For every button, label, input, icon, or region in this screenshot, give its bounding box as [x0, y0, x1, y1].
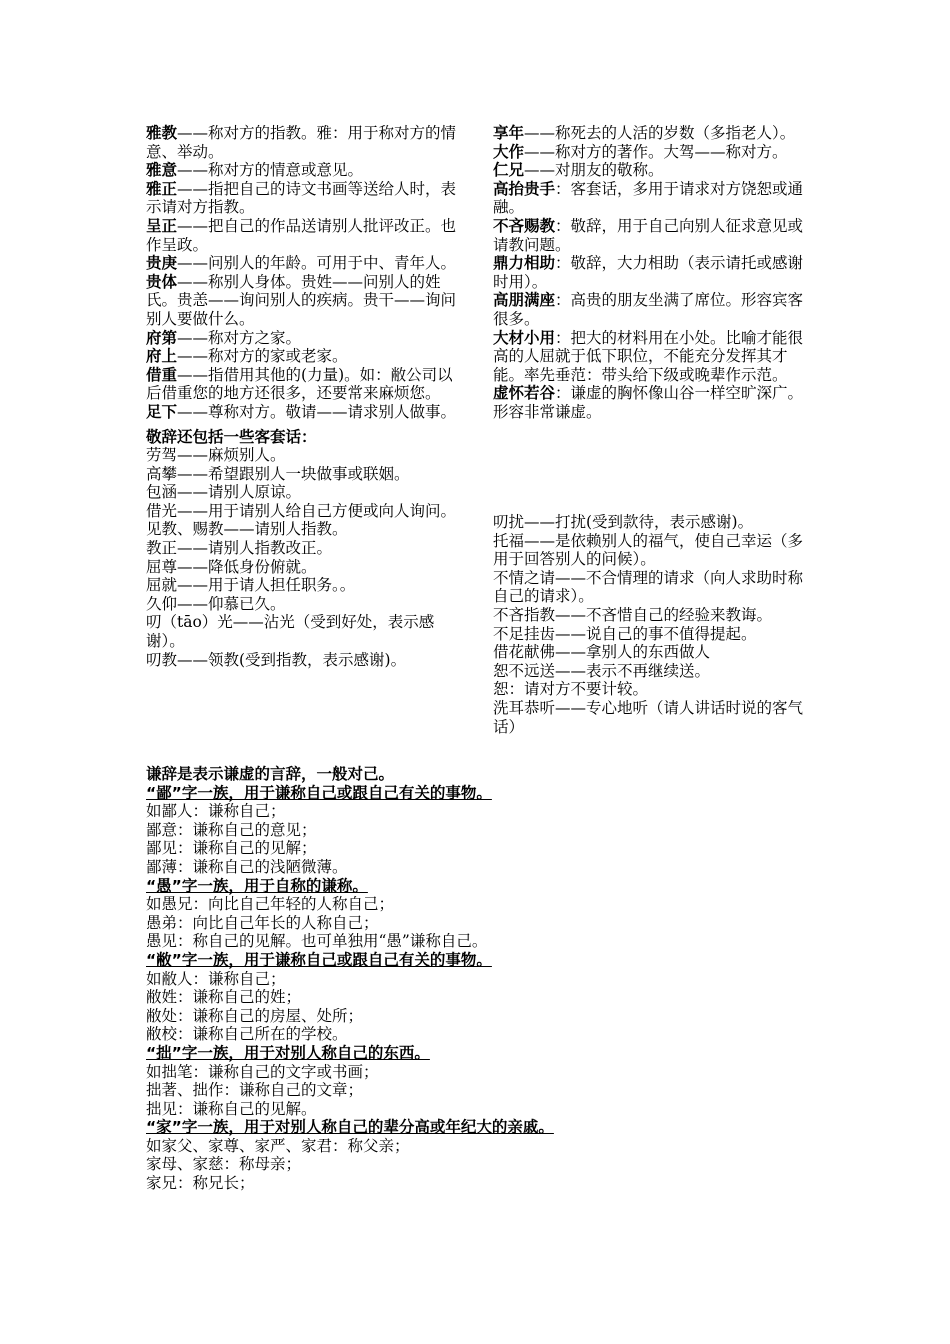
- definition: ：敬辞，大力相助（表示请托或感谢时用）。: [493, 254, 804, 291]
- definition: ——称对方的家或老家。: [177, 347, 348, 366]
- group-line: 如鄙人：谦称自己；: [146, 802, 286, 821]
- term: 不吝赐教: [493, 216, 556, 235]
- entry-chengzheng: [146, 217, 466, 254]
- group-line: 敝处：谦称自己的房屋、处所；: [146, 1006, 364, 1025]
- group-line: 鄙见：谦称自己的见解；: [146, 839, 317, 858]
- entry-jiezhong: [146, 366, 466, 403]
- group-line: 拙著、拙作：谦称自己的文章；: [146, 1081, 364, 1100]
- courtesy-item: 高攀——希望跟别人一块做事或联姻。: [146, 464, 410, 483]
- courtesy-item: 教正——请别人指教改正。: [146, 539, 333, 558]
- group-line: 敝姓：谦称自己的姓；: [146, 988, 302, 1007]
- entry-zuxia: [146, 403, 466, 422]
- group-line: 家母、家慈：称母亲；: [146, 1155, 302, 1174]
- group-line: 拙见：谦称自己的见解。: [146, 1099, 317, 1118]
- definition: ：高贵的朋友坐满了席位。形容宾客很多。: [493, 291, 804, 328]
- courtesy-item: 劳驾——麻烦别人。: [146, 446, 286, 465]
- courtesy-item: 叨扰——打扰(受到款待，表示感谢)。: [493, 513, 754, 531]
- entry-yayi: [146, 161, 466, 180]
- entry-dacaixiaoyong: [493, 329, 809, 385]
- courtesy-item: 叨教——领教(受到指教，表示感谢)。: [146, 650, 407, 669]
- courtesy-item: 不足挂齿——说自己的事不值得提起。: [493, 624, 757, 643]
- entry-xuhuairuogu: [493, 384, 809, 421]
- term: 高朋满座: [493, 291, 556, 310]
- term: 足下: [146, 402, 178, 421]
- term: 贵体: [146, 272, 178, 291]
- definition: ：谦虚的胸怀像山谷一样空旷深广。形容非常谦虚。: [493, 384, 804, 421]
- definition: ——把自己的作品送请别人批评改正。也作呈政。: [146, 216, 457, 254]
- group-line: 愚见：称自己的见解。也可单独用“愚”谦称自己。: [146, 932, 488, 951]
- courtesy-item: 恕不远送——表示不再继续送。: [493, 661, 711, 680]
- group-line: 如敝人：谦称自己；: [146, 969, 286, 988]
- group-line: 敝校：谦称自己所在的学校。: [146, 1025, 348, 1044]
- group-line: 家兄：称兄长；: [146, 1174, 255, 1193]
- term: 虚怀若谷: [493, 384, 556, 403]
- definition: ——指借用其他的(力量)。如：敝公司以后借重您的地方还很多，还要常来麻烦您。: [146, 365, 453, 403]
- courtesy-heading: 敬辞还包括一些客套话：: [146, 427, 317, 446]
- entry-gaotaiguishou: [493, 180, 809, 217]
- courtesy-item: 不吝指教——不吝惜自己的经验来教诲。: [493, 605, 773, 624]
- right-column: [493, 124, 809, 422]
- group-title-zhuo: “拙”字一族，用于对别人称自己的东西。: [146, 1043, 430, 1062]
- term: 府上: [146, 347, 178, 366]
- definition: ——称对方之家。: [177, 328, 302, 347]
- humble-section: [146, 765, 806, 1193]
- group-line: 如愚兄：向比自己年轻的人称自己；: [146, 895, 395, 914]
- entry-fushang: [146, 347, 466, 366]
- left-column: [146, 124, 466, 669]
- courtesy-item: 恕：请对方不要计较。: [493, 680, 649, 699]
- courtesy-item: 不情之请——不合情理的请求（向人求助时称自己的请求）。: [493, 568, 804, 606]
- group-title-jia: “家”字一族，用于对别人称自己的辈分高或年纪大的亲戚。: [146, 1118, 554, 1137]
- right-column-courtesy: [493, 513, 809, 736]
- definition: ——指把自己的诗文书画等送给人时，表示请对方指教。: [146, 179, 457, 217]
- entry-dazuo: [493, 143, 809, 162]
- term: 呈正: [146, 216, 178, 235]
- term: 雅正: [146, 179, 178, 198]
- term: 府第: [146, 328, 178, 347]
- courtesy-item: 借光——用于请别人给自己方便或向人询问。: [146, 501, 457, 520]
- courtesy-item: 包涵——请别人原谅。: [146, 483, 302, 502]
- term: 雅意: [146, 161, 178, 180]
- term: 鼎力相助: [493, 254, 556, 273]
- term: 借重: [146, 365, 178, 384]
- term: 享年: [493, 124, 525, 142]
- entry-bulincijiao: [493, 217, 809, 254]
- entry-dinglixiangzhu: [493, 254, 809, 291]
- group-line: 鄙薄：谦称自己的浅陋微薄。: [146, 857, 348, 876]
- courtesy-item: 托福——是依赖别人的福气，使自己幸运（多用于回答别人的问候）。: [493, 531, 804, 569]
- courtesy-item: 叨（tāo）光——沾光（受到好处，表示感谢）。: [146, 613, 435, 651]
- entry-gaopengmanzuo: [493, 291, 809, 328]
- definition: ——称对方的情意或意见。: [177, 161, 364, 180]
- definition: ：敬辞，用于自己向别人征求意见或请教问题。: [493, 216, 804, 254]
- group-title-bi: “鄙”字一族，用于谦称自己或跟自己有关的事物。: [146, 783, 492, 802]
- courtesy-item: 洗耳恭听——专心地听（请人讲话时说的客气话）: [493, 698, 804, 736]
- courtesy-item: 借花献佛——拿别人的东西做人: [493, 643, 711, 662]
- group-title-yu: “愚”字一族，用于自称的谦称。: [146, 876, 368, 895]
- entry-fudi: [146, 329, 466, 348]
- entry-renxiong: [493, 161, 809, 180]
- term: 雅教: [146, 124, 178, 142]
- definition: ：把大的材料用在小处。比喻才能很高的人屈就于低下职位，不能充分发挥其才能。率先垂范：带头给下级或晚辈作示范。: [493, 328, 804, 384]
- definition: ——称对方的著作。大驾——称对方。: [524, 142, 788, 161]
- entry-yajiao: [146, 124, 466, 161]
- definition: ——尊称对方。敬请——请求别人做事。: [177, 402, 457, 421]
- term: 仁兄: [493, 161, 525, 180]
- entry-xiangnian: [493, 124, 809, 143]
- group-line: 鄙意：谦称自己的意见；: [146, 820, 317, 839]
- term: 大作: [493, 142, 525, 161]
- term: 大材小用: [493, 328, 556, 347]
- definition: ——称别人身体。贵姓——问别人的姓氏。贵恙——询问别人的疾病。贵干——询问别人要做什么。: [146, 272, 457, 328]
- humble-heading: 谦辞是表示谦虚的言辞，一般对己。: [146, 765, 395, 783]
- term: 高抬贵手: [493, 179, 556, 198]
- courtesy-item: 屈就——用于请人担任职务。。: [146, 576, 356, 595]
- definition: ——对朋友的敬称。: [524, 161, 664, 180]
- definition: ——问别人的年龄。可用于中、青年人。: [177, 254, 457, 273]
- definition: ——称死去的人活的岁数（多指老人）。: [524, 124, 796, 142]
- group-line: 如家父、家尊、家严、家君：称父亲；: [146, 1136, 410, 1155]
- definition: ——称对方的指教。雅：用于称对方的情意、举动。: [146, 124, 457, 161]
- courtesy-item: 久仰——仰慕已久。: [146, 594, 286, 613]
- group-line: 如拙笔：谦称自己的文字或书画；: [146, 1062, 379, 1081]
- entry-yazheng: [146, 180, 466, 217]
- term: 贵庚: [146, 254, 178, 273]
- courtesy-item: 见教、赐教——请别人指教。: [146, 520, 348, 539]
- group-line: 愚弟：向比自己年长的人称自己；: [146, 913, 379, 932]
- definition: ：客套话，多用于请求对方饶恕或通融。: [493, 179, 804, 217]
- entry-guiti: [146, 273, 466, 329]
- courtesy-item: 屈尊——降低身份俯就。: [146, 557, 317, 576]
- group-title-bi2: “敝”字一族，用于谦称自己或跟自己有关的事物。: [146, 950, 492, 969]
- entry-guigeng: [146, 254, 466, 273]
